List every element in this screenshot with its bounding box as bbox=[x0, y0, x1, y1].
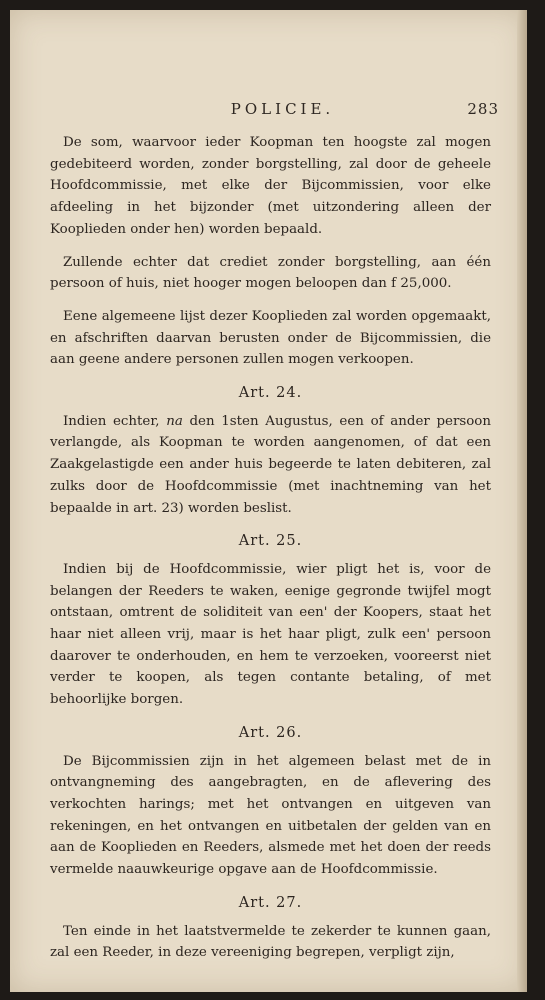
paragraph: De som, waarvoor ieder Koopman ten hoogste zal mogen gedebiteerd worden, zonder borgstelling, zal door de geheele Hoofdcommissie, met elke der Bijcommissien, voor elke afdeeling in het bijzonder (met uitzondering alleen der Kooplieden onder hen) worden bepaald. bbox=[50, 135, 491, 237]
article-heading: Art. 24. bbox=[238, 385, 303, 402]
paragraph: Zullende echter dat crediet zonder borgstelling, aan één persoon of huis, niet hooger mogen beloopen dan f 25,000. bbox=[50, 254, 491, 292]
article-heading: Art. 26. bbox=[238, 724, 303, 741]
italic-word: na bbox=[166, 413, 183, 429]
book-page bbox=[10, 10, 527, 992]
article-text: Ten einde in het laatstvermelde te zekerder te kunnen gaan, zal een Reeder, in deze vereeniging begrepen, verpligt zijn, bbox=[50, 923, 491, 961]
running-title: POLICIE. bbox=[230, 100, 335, 118]
page-number: 283 bbox=[467, 100, 499, 118]
article-heading: Art. 27. bbox=[238, 894, 303, 911]
article-text: Indien echter, na den 1sten Augustus, een of ander persoon verlangde, als Koopman te worden aangenomen, of dat een Zaakgelastigde een ander huis begeerde te laten debiteren, zal zulks door de Hoofdcommissie (met inachtneming van het bepaalde in art. 23) worden beslist. bbox=[50, 413, 491, 516]
page-header bbox=[50, 100, 499, 122]
article-text: Indien bij de Hoofdcommissie, wier pligt het is, voor de belangen der Reeders te waken, eenige gegronde twijfel mogt ontstaan, omtrent de soliditeit van een' der Koopers, staat het haar niet alleen vrij, maar is het haar pligt, zulk een' persoon daarover te onderhouden, en hem te verzoeken, vooreerst niet verder te koopen, als tegen contante betaling, of met behoorlijke borgen. bbox=[50, 561, 491, 708]
page-body bbox=[50, 132, 491, 964]
page-edge bbox=[517, 10, 527, 992]
article-heading: Art. 25. bbox=[238, 533, 303, 550]
article-text: De Bijcommissien zijn in het algemeen belast met de in ontvangneming des aangebragten, en de aflevering des verkochten harings; met het ontvangen en uitgeven van rekeningen, en het ontvangen en uitbetalen der gelden van en aan de Kooplieden en Reeders, alsmede met het doen der reeds vermelde naauwkeurige opgave aan de Hoofdcommissie. bbox=[50, 753, 491, 878]
paragraph: Eene algemeene lijst dezer Kooplieden zal worden opgemaakt, en afschriften daarvan berusten onder de Bijcommissien, die aan geene andere personen zullen mogen verkoopen. bbox=[50, 308, 491, 368]
